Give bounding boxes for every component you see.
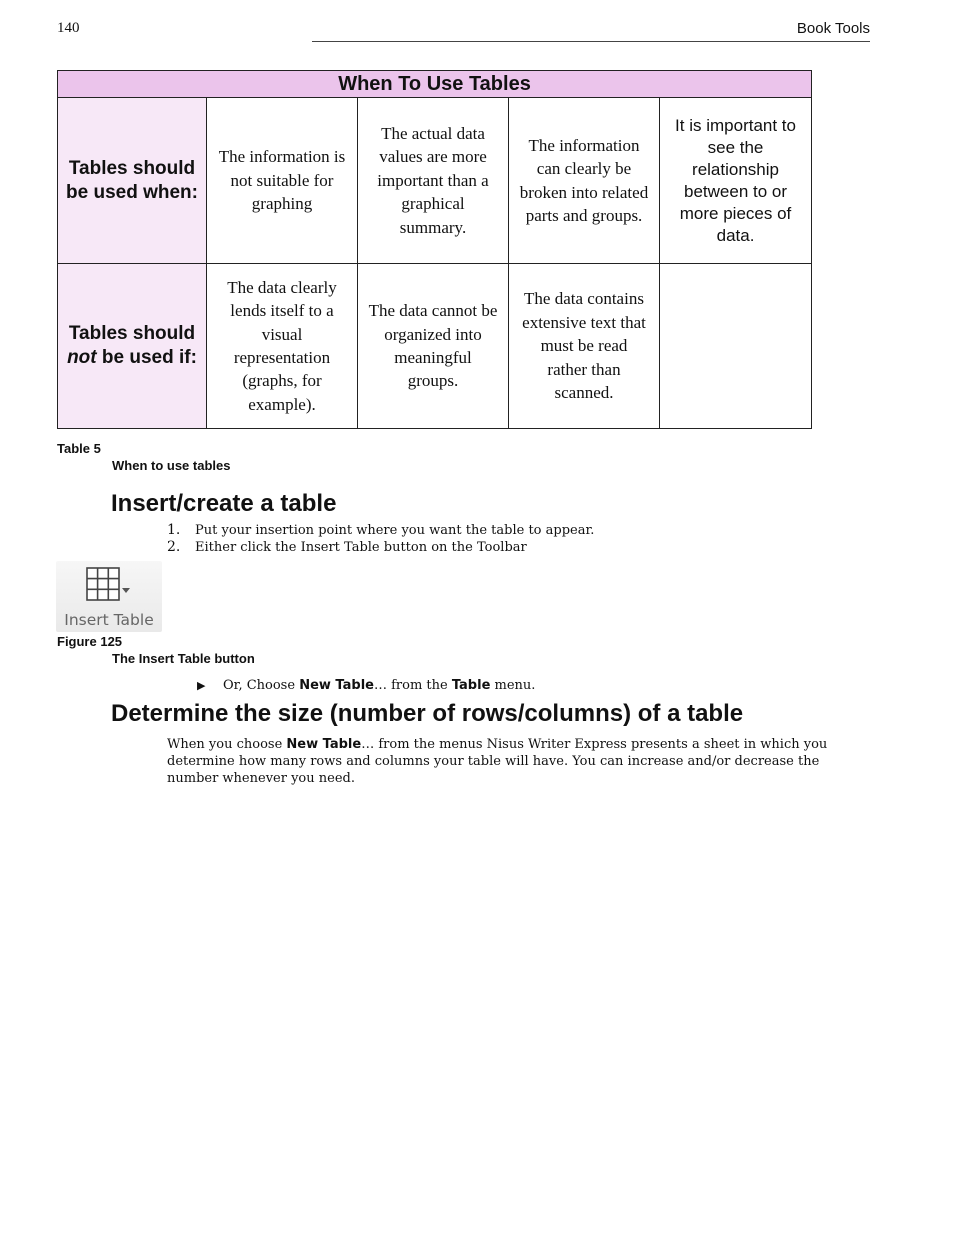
section-heading-size: Determine the size (number of rows/columns) of a table (111, 700, 744, 727)
bullet-text-mid: … from the (373, 678, 448, 693)
triangle-bullet-icon: ▶ (197, 679, 206, 692)
header-rule (312, 41, 870, 42)
table-cell-empty (660, 264, 812, 429)
table-cell: The data contains extensive text that must be read rather than scanned. (509, 264, 660, 429)
running-head: Book Tools (796, 20, 870, 37)
step-text: Either click the Insert Table button on the Toolbar (195, 540, 527, 555)
chevron-down-icon (122, 588, 130, 593)
step-item (167, 522, 594, 538)
step-item (167, 539, 527, 555)
row-heading-emphasis: not (67, 347, 97, 368)
table-cell: The data cannot be organized into meaningful groups. (358, 264, 509, 429)
step-number: 2. (167, 539, 181, 555)
section-heading-insert: Insert/create a table (111, 490, 337, 517)
bullet-item (197, 678, 535, 693)
row-heading-used-when: Tables should be used when: (58, 98, 207, 264)
when-to-use-tables-table (57, 70, 812, 429)
page-number: 140 (57, 20, 80, 36)
table-cell: The data clearly lends itself to a visual representation (graphs, for example). (207, 264, 358, 429)
table-cell: The actual data values are more important than a graphical summary. (358, 98, 509, 264)
table-row (58, 264, 812, 429)
insert-table-button[interactable] (56, 561, 162, 632)
step-number: 1. (167, 522, 181, 538)
row-heading-post: be used if: (101, 347, 197, 368)
menu-item-new-table: New Table (299, 678, 374, 693)
row-heading-not-used-if (58, 264, 207, 429)
bullet-text-post: menu. (494, 678, 536, 693)
table-row (58, 98, 812, 264)
menu-name-table: Table (451, 678, 491, 693)
body-paragraph (167, 736, 867, 787)
para-text-pre: When you choose (167, 737, 283, 752)
table-grid-icon (86, 567, 120, 601)
table-caption-label: Table 5 (57, 441, 101, 456)
table-title: When To Use Tables (58, 71, 812, 98)
para-text-post: … from the menus Nisus Writer Express presents a sheet in which you determine how many rows and columns your table will have. You can increase and/or decrease the number whenever you need. (167, 737, 828, 786)
figure-caption-text: The Insert Table button (112, 651, 255, 666)
table-caption-text: When to use tables (112, 458, 231, 473)
step-text: Put your insertion point where you want the table to appear. (195, 523, 595, 538)
insert-table-button-label: Insert Table (64, 611, 154, 629)
figure-caption-label: Figure 125 (57, 634, 123, 649)
table-cell: It is important to see the relationship between to or more pieces of data. (660, 98, 812, 264)
bullet-text-pre: Or, Choose (223, 678, 296, 693)
row-heading-pre: Tables should (68, 323, 196, 344)
table-cell: The information can clearly be broken into related parts and groups. (509, 98, 660, 264)
menu-item-new-table: New Table (286, 737, 362, 752)
table-cell: The information is not suitable for graphing (207, 98, 358, 264)
